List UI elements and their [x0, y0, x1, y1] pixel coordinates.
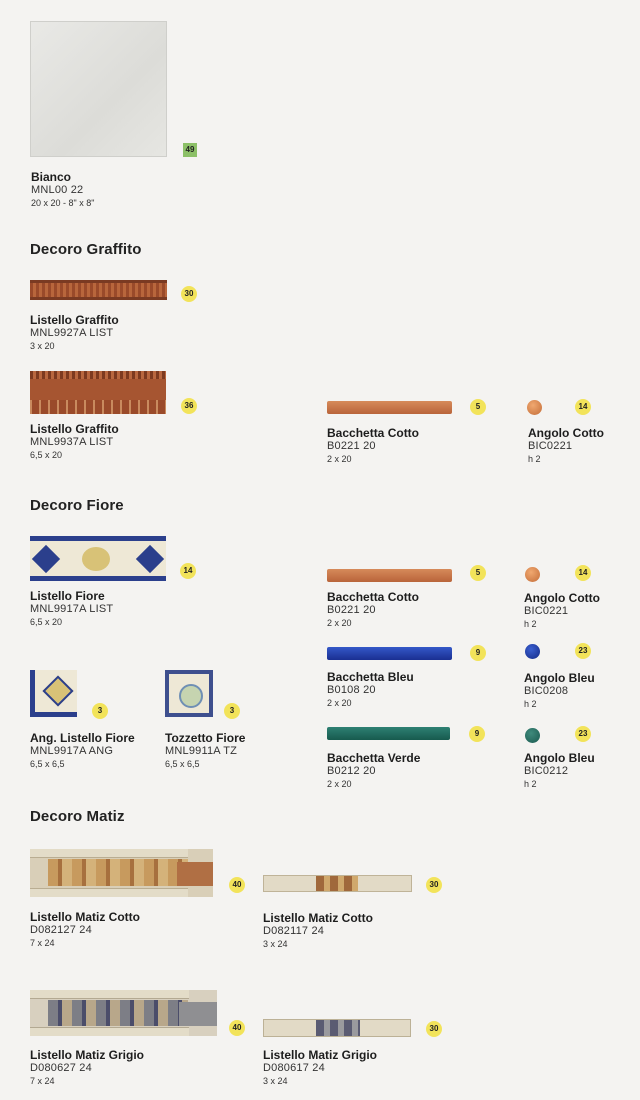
product-bacchetta-bleu: [327, 670, 414, 709]
product-size: 6,5 x 6,5: [165, 759, 200, 769]
angolo-cotto1-badge: 14: [575, 399, 591, 415]
product-name: Listello Graffito: [30, 422, 119, 436]
bacchetta-cotto2-image: [327, 569, 452, 582]
matiz-cotto3-badge: 30: [426, 877, 442, 893]
product-size: 6,5 x 6,5: [30, 759, 65, 769]
angolo-bleu2-image: [525, 728, 540, 743]
product-name: Listello Fiore: [30, 589, 105, 603]
section-title-fiore: Decoro Fiore: [30, 497, 124, 514]
product-code: MNL9917A LIST: [30, 603, 114, 615]
product-code: B0212 20: [327, 765, 376, 777]
product-matiz-grigio3: [263, 1048, 377, 1087]
matiz-cotto3-image: [263, 875, 412, 892]
product-graffito2: [30, 422, 119, 461]
product-code: MNL9917A ANG: [30, 745, 114, 757]
product-name: Bianco: [31, 170, 72, 184]
product-size: 6,5 x 20: [30, 617, 63, 627]
product-angolo-cotto1: [528, 426, 604, 465]
section-title-graffito: Decoro Graffito: [30, 241, 142, 258]
product-code: MNL9927A LIST: [30, 327, 114, 339]
product-code: D080617 24: [263, 1062, 325, 1074]
bacchetta-cotto1-image: [327, 401, 452, 414]
product-code: D080627 24: [30, 1062, 92, 1074]
angolo-cotto2-image: [525, 567, 540, 582]
product-code: BIC0221: [524, 605, 569, 617]
graffito1-badge: 30: [181, 286, 197, 302]
product-name: Listello Matiz Cotto: [263, 911, 373, 925]
product-name: Listello Graffito: [30, 313, 119, 327]
tozzetto-tile-image: [165, 670, 213, 717]
matiz-cotto7-badge: 40: [229, 877, 245, 893]
product-code: BIC0208: [524, 685, 569, 697]
product-name: Listello Matiz Grigio: [30, 1048, 145, 1062]
product-name: Angolo Bleu: [524, 751, 595, 765]
matiz-cotto7-image: [30, 849, 213, 897]
product-angolo-cotto2: [524, 591, 600, 630]
product-size: h 2: [524, 779, 537, 789]
bacchetta-bleu-image: [327, 647, 452, 660]
product-code: BIC0212: [524, 765, 569, 777]
fiore-listello-image: [30, 536, 166, 581]
product-code: D082117 24: [263, 925, 325, 937]
product-code: MNL00 22: [31, 184, 84, 196]
product-fiore-listello: [30, 589, 113, 628]
product-size: 20 x 20 - 8" x 8": [31, 198, 95, 208]
matiz-grigio3-badge: 30: [426, 1021, 442, 1037]
angolo-bleu2-badge: 23: [575, 726, 591, 742]
product-size: h 2: [524, 619, 537, 629]
bacchetta-cotto1-badge: 5: [470, 399, 486, 415]
product-bacchetta-cotto1: [327, 426, 419, 465]
product-code: BIC0221: [528, 440, 573, 452]
bianco-badge: 49: [183, 143, 197, 157]
product-bianco: [31, 170, 94, 209]
product-code: B0221 20: [327, 440, 376, 452]
section-title-matiz: Decoro Matiz: [30, 808, 125, 825]
product-code: B0221 20: [327, 604, 376, 616]
product-name: Tozzetto Fiore: [165, 731, 246, 745]
product-name: Angolo Bleu: [524, 671, 595, 685]
matiz-grigio7-badge: 40: [229, 1020, 245, 1036]
product-size: 3 x 24: [263, 939, 288, 949]
product-size: 2 x 20: [327, 779, 352, 789]
product-name: Bacchetta Verde: [327, 751, 421, 765]
tozzetto-badge: 3: [224, 703, 240, 719]
graffito1-tile-image: [30, 280, 167, 300]
graffito2-badge: 36: [181, 398, 197, 414]
product-name: Ang. Listello Fiore: [30, 731, 135, 745]
product-graffito1: [30, 313, 119, 352]
ang-fiore-badge: 3: [92, 703, 108, 719]
product-matiz-cotto3: [263, 911, 373, 950]
product-size: 3 x 20: [30, 341, 55, 351]
product-size: 3 x 24: [263, 1076, 288, 1086]
angolo-bleu1-image: [525, 644, 540, 659]
product-code: B0108 20: [327, 684, 376, 696]
bianco-tile-image: [30, 21, 167, 157]
product-ang-fiore: [30, 731, 135, 770]
graffito2-tile-image: [30, 371, 166, 414]
product-size: 2 x 20: [327, 698, 352, 708]
product-code: MNL9911A TZ: [165, 745, 238, 757]
product-name: Angolo Cotto: [524, 591, 600, 605]
product-tozzetto: [165, 731, 245, 770]
product-size: h 2: [524, 699, 537, 709]
product-bacchetta-cotto2: [327, 590, 419, 629]
product-name: Bacchetta Cotto: [327, 590, 420, 604]
product-size: h 2: [528, 454, 541, 464]
product-angolo-bleu1: [524, 671, 595, 710]
product-name: Listello Matiz Cotto: [30, 910, 140, 924]
product-matiz-cotto7: [30, 910, 140, 949]
product-name: Bacchetta Bleu: [327, 670, 414, 684]
product-size: 2 x 20: [327, 454, 352, 464]
product-size: 7 x 24: [30, 938, 55, 948]
angolo-cotto1-image: [527, 400, 542, 415]
angolo-bleu1-badge: 23: [575, 643, 591, 659]
bacchetta-verde-badge: 9: [469, 726, 485, 742]
fiore-listello-badge: 14: [180, 563, 196, 579]
product-size: 7 x 24: [30, 1076, 55, 1086]
product-code: D082127 24: [30, 924, 92, 936]
product-name: Angolo Cotto: [528, 426, 604, 440]
matiz-grigio3-image: [263, 1019, 411, 1037]
product-size: 6,5 x 20: [30, 450, 63, 460]
product-size: 2 x 20: [327, 618, 352, 628]
angolo-cotto2-badge: 14: [575, 565, 591, 581]
bacchetta-bleu-badge: 9: [470, 645, 486, 661]
ang-fiore-tile-image: [30, 670, 77, 717]
product-matiz-grigio7: [30, 1048, 144, 1087]
product-name: Listello Matiz Grigio: [263, 1048, 378, 1062]
product-bacchetta-verde: [327, 751, 420, 790]
product-angolo-bleu2: [524, 751, 595, 790]
product-code: MNL9937A LIST: [30, 436, 114, 448]
product-name: Bacchetta Cotto: [327, 426, 420, 440]
bacchetta-cotto2-badge: 5: [470, 565, 486, 581]
matiz-grigio7-image: [30, 990, 217, 1036]
bacchetta-verde-image: [327, 727, 450, 740]
